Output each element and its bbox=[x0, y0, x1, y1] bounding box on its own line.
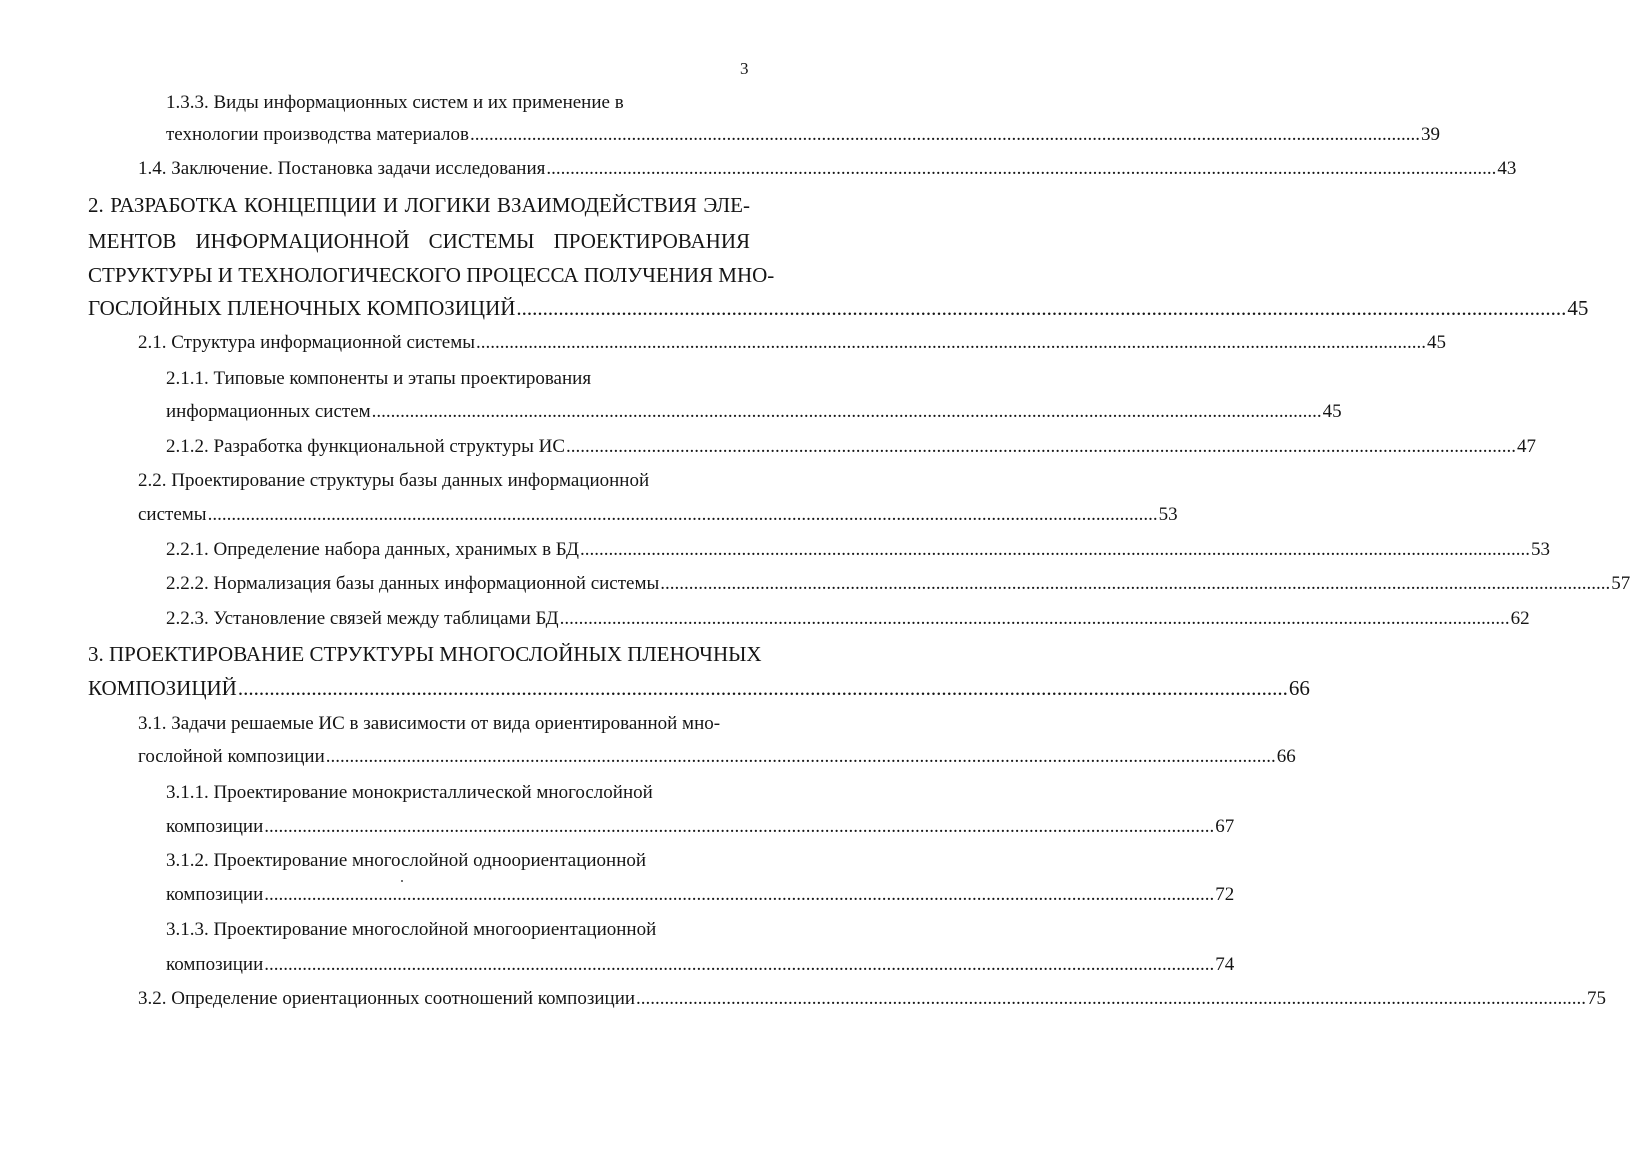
toc-page-number: 43 bbox=[1497, 158, 1517, 179]
leader-dots: ........................................................................................................................................................................................................ bbox=[636, 988, 1587, 1009]
toc-page-number: 39 bbox=[1421, 124, 1440, 145]
toc-entry-2-2-3[interactable] bbox=[166, 602, 1530, 636]
leader-dots: ........................................................................................................................................................................................................ bbox=[264, 816, 1215, 837]
toc-entry-text: 3.1.1. Проектирование монокристаллической многослойной bbox=[166, 782, 653, 803]
toc-entry-text: композиции bbox=[166, 884, 264, 905]
toc-chapter-3-line2[interactable] bbox=[88, 671, 1310, 705]
toc-entry-1-3-3-line2[interactable] bbox=[166, 118, 1440, 152]
toc-entry-3-1-3-line2[interactable] bbox=[166, 948, 1235, 982]
leader-dots: ........................................................................................................................................................................................................ bbox=[516, 296, 1567, 320]
toc-entry-3-1-2-line2[interactable] bbox=[166, 878, 1235, 912]
leader-dots: ........................................................................................................................................................................................................ bbox=[371, 401, 1322, 422]
toc-entry-text: 2.2.3. Установление связей между таблицами БД bbox=[166, 608, 559, 629]
toc-entry-3-1-1-line2[interactable] bbox=[166, 810, 1235, 844]
toc-page-number: 57 bbox=[1611, 573, 1630, 594]
toc-entry-2-2-line2[interactable] bbox=[138, 498, 1178, 532]
toc-entry-3-2[interactable] bbox=[138, 982, 1607, 1016]
toc-entry-text: технологии производства материалов bbox=[166, 124, 469, 145]
toc-entry-text: композиции bbox=[166, 954, 264, 975]
leader-dots: ........................................................................................................................................................................................................ bbox=[579, 539, 1530, 560]
toc-page-number: 66 bbox=[1288, 676, 1310, 700]
toc-entry-3-1-3-line1 bbox=[166, 913, 750, 947]
toc-entry-text: информационных систем bbox=[166, 401, 371, 422]
leader-dots: ........................................................................................................................................................................................................ bbox=[325, 746, 1276, 767]
toc-entry-1-3-3-line1 bbox=[166, 86, 750, 120]
toc-entry-text: 3.2. Определение ориентационных соотношений композиции bbox=[138, 988, 636, 1009]
toc-entry-text: 3.1.2. Проектирование многослойной одноориентационной bbox=[166, 850, 647, 871]
toc-chapter-2-line4[interactable] bbox=[88, 291, 1589, 325]
toc-page-number: 45 bbox=[1567, 296, 1589, 320]
toc-entry-text: композиции bbox=[166, 816, 264, 837]
toc-entry-3-1-line2[interactable] bbox=[138, 740, 1296, 774]
toc-entry-2-1[interactable] bbox=[138, 326, 1447, 360]
toc-page-number: 47 bbox=[1517, 436, 1537, 457]
toc-page-number: 53 bbox=[1158, 504, 1178, 525]
leader-dots: ........................................................................................................................................................................................................ bbox=[546, 158, 1497, 179]
toc-page-number: 45 bbox=[1322, 401, 1342, 422]
toc-chapter-2-line3: СТРУКТУРЫ И ТЕХНОЛОГИЧЕСКОГО ПРОЦЕССА ПОЛУЧЕНИЯ МНО- bbox=[88, 263, 775, 287]
leader-dots: ........................................................................................................................................................................................................ bbox=[476, 332, 1427, 353]
toc-entry-text: 3.1. Задачи решаемые ИС в зависимости от вида ориентированной мно- bbox=[138, 713, 721, 734]
toc-entry-text: системы bbox=[138, 504, 207, 525]
toc-entry-3-1-line1 bbox=[138, 707, 750, 741]
toc-entry-text: 3.1.3. Проектирование многослойной многоориентационной bbox=[166, 919, 657, 940]
leader-dots: ........................................................................................................................................................................................................ bbox=[660, 573, 1611, 594]
toc-entry-3-1-2-line1 bbox=[166, 844, 750, 878]
leader-dots: ........................................................................................................................................................................................................ bbox=[470, 124, 1420, 145]
toc-page-number: 72 bbox=[1215, 884, 1235, 905]
toc-page-number: 66 bbox=[1276, 746, 1296, 767]
toc-entry-text: 2.1.2. Разработка функциональной структуры ИС bbox=[166, 436, 566, 457]
toc-entry-2-1-2[interactable] bbox=[166, 430, 1537, 464]
toc-entry-1-4[interactable] bbox=[138, 152, 1517, 186]
toc-entry-text: 1.3.3. Виды информационных систем и их применение в bbox=[166, 92, 624, 113]
toc-entry-text: 2.2. Проектирование структуры базы данных информационной bbox=[138, 470, 650, 491]
toc-entry-2-1-1-line1 bbox=[166, 362, 750, 396]
scan-speck bbox=[401, 880, 403, 882]
toc-entry-text: 2.2.1. Определение набора данных, хранимых в БД bbox=[166, 539, 579, 560]
toc-page-number: 74 bbox=[1215, 954, 1235, 975]
toc-entry-2-1-1-line2[interactable] bbox=[166, 395, 1342, 429]
leader-dots: ........................................................................................................................................................................................................ bbox=[566, 436, 1517, 457]
toc-entry-2-2-1[interactable] bbox=[166, 533, 1550, 567]
toc-entry-2-2-line1 bbox=[138, 464, 750, 498]
toc-entry-text: ГОСЛОЙНЫХ ПЛЕНОЧНЫХ КОМПОЗИЦИЙ bbox=[88, 296, 516, 320]
toc-entry-text: КОМПОЗИЦИЙ bbox=[88, 676, 237, 700]
toc-page-number: 45 bbox=[1427, 332, 1447, 353]
toc-chapter-2-line1: 2. РАЗРАБОТКА КОНЦЕПЦИИ И ЛОГИКИ ВЗАИМОДЕЙСТВИЯ ЭЛЕ- bbox=[88, 193, 750, 217]
page-number: 3 bbox=[740, 59, 749, 78]
toc-page-number: 62 bbox=[1510, 608, 1530, 629]
toc-entry-text: 2.1.1. Типовые компоненты и этапы проектирования bbox=[166, 368, 592, 389]
leader-dots: ........................................................................................................................................................................................................ bbox=[207, 504, 1158, 525]
toc-entry-3-1-1-line1 bbox=[166, 776, 750, 810]
toc-entry-text: 1.4. Заключение. Постановка задачи исследования bbox=[138, 158, 546, 179]
toc-page-number: 75 bbox=[1587, 988, 1607, 1009]
leader-dots: ........................................................................................................................................................................................................ bbox=[264, 954, 1215, 975]
toc-entry-text: 2.2.2. Нормализация базы данных информационной системы bbox=[166, 573, 660, 594]
leader-dots: ........................................................................................................................................................................................................ bbox=[237, 676, 1288, 700]
toc-page-number: 53 bbox=[1530, 539, 1550, 560]
toc-chapter-2-line2: МЕНТОВ ИНФОРМАЦИОННОЙ СИСТЕМЫ ПРОЕКТИРОВАНИЯ bbox=[88, 229, 750, 253]
toc-entry-2-2-2[interactable] bbox=[166, 567, 1630, 601]
toc-chapter-3-line1: 3. ПРОЕКТИРОВАНИЕ СТРУКТУРЫ МНОГОСЛОЙНЫХ ПЛЕНОЧНЫХ bbox=[88, 642, 762, 666]
leader-dots: ........................................................................................................................................................................................................ bbox=[559, 608, 1510, 629]
toc-entry-text: 2.1. Структура информационной системы bbox=[138, 332, 476, 353]
leader-dots: ........................................................................................................................................................................................................ bbox=[264, 884, 1215, 905]
toc-entry-text: гослойной композиции bbox=[138, 746, 325, 767]
toc-page-number: 67 bbox=[1215, 816, 1235, 837]
